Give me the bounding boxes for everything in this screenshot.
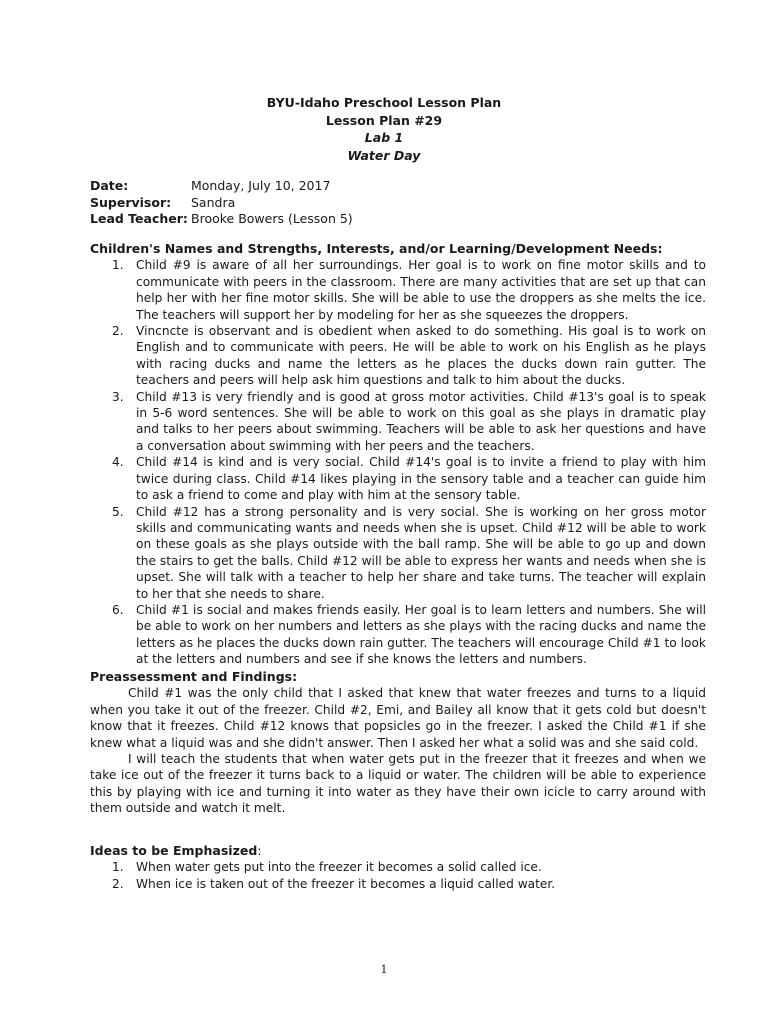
list-text: When ice is taken out of the freezer it becomes a liquid called water. [136,876,556,891]
list-number: 2. [112,324,124,339]
list-item [90,504,706,602]
paragraph: I will teach the students that when water gets put in the freezer that it freezes and when we take ice out of the freezer it turns back to a liquid or water. The children will be able to experience this by playing with ice and turning it into water as they have their own icicle to carry around with them outside and watch it melt. [90,752,706,816]
heading-text: Ideas to be Emphasized [90,843,258,858]
meta-label: Supervisor: [90,194,172,210]
list-number: 6. [112,602,124,617]
paragraph: Child #1 was the only child that I asked that knew that water freezes and turns to a liquid when you take it out of the freezer. Child #2, Emi, and Bailey all know that it gets cold but doesn't know that it freezes. Child #12 knows that popsicles go in the freezer. I asked the Child #1 if she knew what a liquid was and she didn't answer. Then I asked her what a solid was and she said cold. [90,686,706,750]
list-text: Child #1 is social and makes friends easily. Her goal is to learn letters and numbers. She will be able to work on her numbers and letters as she plays with the racing ducks and name the letters as he places the ducks down rain gutter. The teachers will encourage Child #1 to look at the letters and numbers and see if she knows the letters and numbers. [136,602,706,667]
meta-supervisor [90,195,353,212]
list-item [90,859,706,875]
list-number: 3. [112,389,124,404]
list-item [90,323,706,389]
list-text: Vincncte is observant and is obedient when asked to do something. His goal is to work on English and to communicate with peers. He will be able to work on his English as he plays with racing ducks and name the letters as he places the ducks down rain gutter. The teachers and peers will help ask him questions and talk to him about the ducks. [136,324,706,388]
list-item [90,602,706,668]
list-number: 1. [112,860,124,875]
section-heading: Preassessment and Findings: [90,669,298,684]
list-item [90,257,706,323]
preassessment-section [90,669,706,817]
list-item [90,389,706,455]
lesson-theme: Water Day [347,147,421,163]
document-header [0,94,768,164]
list-number: 5. [112,504,124,519]
meta-value: Monday, July 10, 2017 [191,178,331,193]
children-section [90,241,706,668]
page-number: 1 [380,963,388,976]
list-text: Child #13 is very friendly and is good at gross motor activities. Child #13's goal is to speak in 5-6 word sentences. She will be able to work on this goal as she plays in dramatic play and talks to her peers about swimming. Teachers will be able to ask her questions and have a conversation about swimming with her peers and the teachers. [136,389,706,453]
meta-label: Lead Teacher: [90,211,188,226]
list-text: Child #14 is kind and is very social. Child #14's goal is to invite a friend to play with him twice during class. Child #14 likes playing in the sensory table and a teacher can guide him to ask a friend to come and play with him at the sensory table. [136,455,706,503]
school-title: BYU-Idaho Preschool Lesson Plan [266,95,502,110]
children-list [90,257,706,667]
list-text: Child #12 has a strong personality and is very social. She is working on her gross motor skills and communicating wants and needs when she is upset. Child #12 will be able to work on these goals as she plays outside with the ball ramp. She will be able to go up and down the stairs to get the balls. Child #12 will be able to express her wants and needs when she is upset. She will talk with a teacher to help her share and take turns. The teacher will explain to her that she needs to share. [136,504,706,601]
ideas-section [90,843,706,892]
section-heading: Ideas to be Emphasized: [90,843,262,858]
section-heading: Children's Names and Strengths, Interests, and/or Learning/Development Needs: [90,241,663,256]
list-text: When water gets put into the freezer it becomes a solid called ice. [136,860,542,875]
lesson-meta [90,178,353,228]
lesson-plan-number: Lesson Plan #29 [325,112,443,128]
list-item [90,876,706,892]
meta-value: Sandra [191,194,236,210]
ideas-list [90,859,706,892]
list-number: 2. [112,876,124,891]
meta-date [90,178,353,195]
list-number: 1. [112,258,124,273]
meta-label: Date: [90,178,129,193]
meta-value: Brooke Bowers (Lesson 5) [191,211,353,226]
list-text: Child #9 is aware of all her surroundings. Her goal is to work on fine motor skills and to communicate with peers in the classroom. There are many activities that are set up that can help her with her fine motor skills. She will be able to use the droppers as she melts the ice. The teachers will support her by modeling for her as she squeezes the droppers. [136,258,706,322]
list-item [90,454,706,503]
meta-lead-teacher [90,211,353,228]
list-number: 4. [112,455,124,470]
lab-label: Lab 1 [364,130,404,145]
